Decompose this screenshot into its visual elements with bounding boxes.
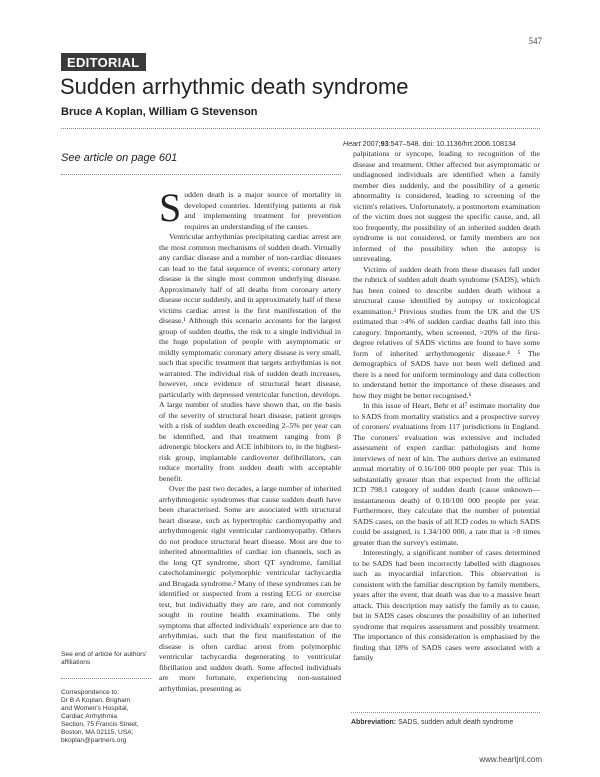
divider-abbreviation (351, 712, 540, 713)
citation (343, 139, 540, 148)
section-tag: EDITORIAL (61, 53, 146, 71)
correspondence-email[interactable]: bkoplan@partners.org (61, 737, 127, 744)
see-article-link[interactable]: See article on page 601 (61, 152, 178, 164)
body-column-2 (353, 149, 540, 706)
correspondence-heading: Correspondence to: (61, 689, 119, 696)
paragraph: Sudden death is a major source of mortality in developed countries. Identifying patients at risk and implementing treatment for prevention requires an understanding of the causes. (159, 190, 341, 231)
affiliation-note: See end of article for authors' affiliations (61, 651, 147, 666)
article-title: Sudden arrhythmic death syndrome (60, 74, 409, 99)
divider-top (61, 128, 540, 129)
citation-pages: :547–548. doi: 10.1136/hrt.2006.108134 (388, 139, 516, 148)
paragraph: Over the past two decades, a large number of inherited arrhythmogenic syndromes that cause sudden death have been characterised. Some are associated with structural heart disease, such as hypertrophic cardiomyopathy and arrhythmogenic right ventricular cardiomyopathy. Others do not produce structural heart disease. Most are due to inherited abnormalities of cardiac ion channels, such as the long QT syndrome, short QT syndrome, familial catecholaminergic polymorphic ventricular tachycardia and Brugada syndrome.² Many of these syndromes can be identified or suspected from a resting ECG or exercise test, but individually they are rare, and not commonly sought in routine health examinations. The only symptoms that affected individuals' experience are due to arrhythmias, such that the first manifestation of the disease is often cardiac arrest from polymorphic ventricular tachycardia degenerating to ventricular fibrillation and sudden death. Some affected individuals are more fortunate, experiencing non-sustained arrhythmias, presenting as (159, 484, 341, 693)
divider-see-article (61, 174, 341, 175)
paragraph: palpitations or syncope, leading to recognition of the disease and treatment. Other affected but asymptomatic or undiagnosed individuals are identified when a family member dies suddenly, and the possibility of a genetic abnormality is considered, leading to screening of the victim's relatives. Unfortunately, a postmortem examination of the victim does not suggest the specific cause, and, all too frequently, the possibility of an inherited sudden death syndrome is not considered, or family members are not informed of the possibility when the autopsy is unrevealing. (353, 149, 540, 263)
drop-cap: S (159, 190, 182, 230)
abbreviation-text: SADS, sudden adult death syndrome (398, 719, 514, 726)
paragraph: Victims of sudden death from these diseases fall under the rubrick of sudden adult death syndrome (SADS), which has been coined to describe sudden death without a structural cause identified by autopsy or toxicological examination.³ Previous studies from the UK and the US estimated that >4% of sudden cardiac deaths fall into this category. Importantly, when screened, >20% of the first-degree relatives of SADS victims are found to have some form of inherited arrhythmogenic disease.⁴ ⁵ The demographics of SADS have not been well defined and there is a need for uniform terminology and data collection to understand better the importance of these diseases and how they might be better recognised.⁶ (353, 264, 540, 400)
body-column-1 (159, 190, 341, 738)
paragraph: Ventricular arrhythmias precipitating cardiac arrest are the most common mechanisms of sudden death. Virtually any cardiac disease and a number of non-cardiac diseases can lead to the fatal sequence of events; coronary artery disease is the single most common underlying disease. Approximately half of all deaths from coronary artery disease occur suddenly, and in approximately half of these victims cardiac arrest is the first manifestation of the disease.¹ Although this scenario accounts for the largest group of sudden deaths, the risk to a single individual in the huge population of people with asymptomatic or mildly symptomatic coronary artery disease is very small, such that specific treatment that targets arrhythmias is not warranted. The individual risk of sudden death increases, however, once evidence of structural heart disease, particularly with depressed ventricular function, develops. A large number of studies have shown that, on the basis of the severity of structural heart disease, patient groups with a risk of sudden death exceeding 2–5% per year can be identified, and that treatment ranging from β adrenergic blockers and ACE inhibitors to, in the highest-risk group, implantable cardioverter defibrillators, can reduce mortality from sudden death with acceptable benefit. (159, 232, 341, 483)
abbreviation-label: Abbreviation: (351, 719, 397, 726)
divider-side (61, 678, 151, 679)
correspondence-line: Dr B A Koplan, Brigham (61, 697, 131, 704)
citation-year: 2007; (362, 139, 381, 148)
paragraph: Interestingly, a significant number of cases determined to be SADS had been incorrectly labelled with diagnoses such as myocardial infarction. This observation is consistent with the familiar description by family members, years after the event, that death was due to a massive heart attack. This description may satisfy the family as to cause, but in SADS cases obscures the possibility of an inherited syndrome that requires assessment and possibly treatment. The importance of this consideration is emphasised by the finding that 18% of SADS cases were associated with a family (353, 548, 540, 662)
journal-name: Heart (343, 139, 361, 148)
correspondence (61, 689, 151, 745)
article-authors: Bruce A Koplan, William G Stevenson (61, 106, 258, 118)
abbreviation (351, 719, 541, 726)
correspondence-line: and Women's Hospital, (61, 705, 129, 712)
correspondence-line: Cardiac Arrhythmia (61, 713, 118, 720)
journal-website[interactable]: www.heartjnl.com (479, 755, 542, 764)
page-number: 547 (528, 36, 542, 46)
correspondence-line: Boston, MA 02115, USA; (61, 729, 134, 736)
correspondence-line: Section, 75 Francis Street, (61, 721, 139, 728)
paragraph: In this issue of Heart, Behr et al⁷ estimate mortality due to SADS from mortality statistics and a prospective survey of coroners' evaluations from 117 jurisdictions in England. The coroners' evaluation was extensive and included assessment of expert cardiac pathologists and home interviews of next of kin. The authors derive an estimated annual mortality of 0.16/100 000 people per year. This is substantially greater than that expected from the official ICD 798.1 category of sudden death (cause unknown—instantaneous death) of 0.10/100 000 people per year. Furthermore, they calculate that the number of potential SADS cases, on the basis of all ICD codes to which SADS could be assigned, is 1.34/100 000, a rate that is >8 times greater than the survey's estimate. (353, 401, 540, 547)
citation-volume: 93 (380, 139, 389, 148)
